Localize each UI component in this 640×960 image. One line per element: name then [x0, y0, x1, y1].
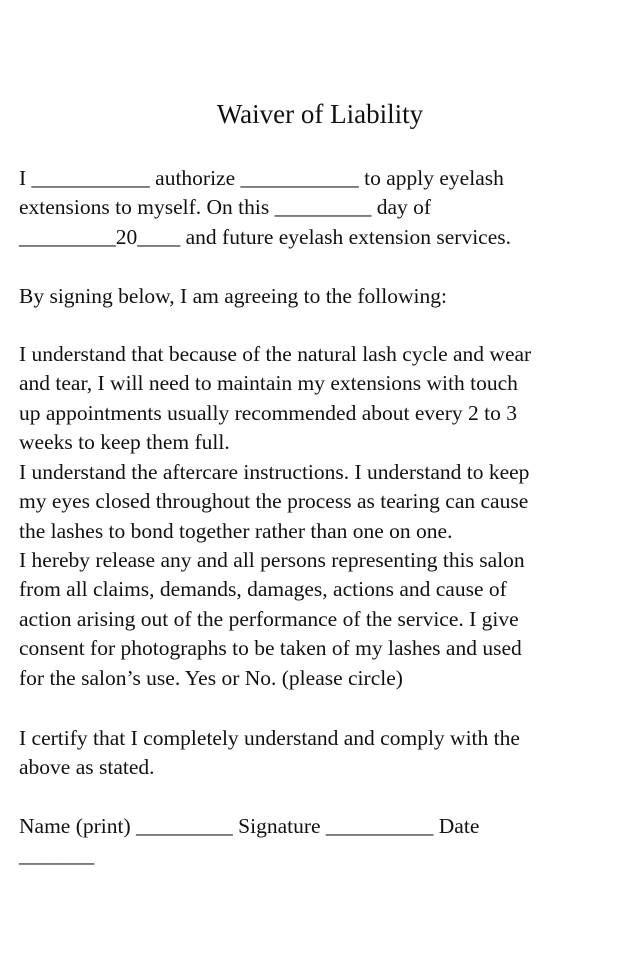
signature-line: Name (print) _________ Signature __________ Date _______ [19, 814, 480, 868]
release-paragraph: I hereby release any and all persons representing this salon from all claims, demands, damages, actions and cause of action arising out of the performance of the service. I give consent for photographs to be taken of my lashes and used for the salon’s use. Yes or No. (please circle) [19, 548, 525, 690]
document-title: Waiver of Liability [216, 99, 424, 129]
aftercare-paragraph: I understand the aftercare instructions. I understand to keep my eyes closed throughout the process as tearing can cause the lashes to bond together rather than one on one. [19, 460, 530, 543]
agreement-intro: By signing below, I am agreeing to the following: [19, 284, 447, 308]
authorization-paragraph: I ___________ authorize ___________ to apply eyelash extensions to myself. On this _________ day of _________20____ and future eyelash extension services. [19, 166, 511, 249]
certification-paragraph: I certify that I completely understand and comply with the above as stated. [19, 726, 520, 780]
lash-cycle-paragraph: I understand that because of the natural lash cycle and wear and tear, I will need to maintain my extensions with touch up appointments usually recommended about every 2 to 3 weeks to keep them full. [19, 342, 532, 455]
